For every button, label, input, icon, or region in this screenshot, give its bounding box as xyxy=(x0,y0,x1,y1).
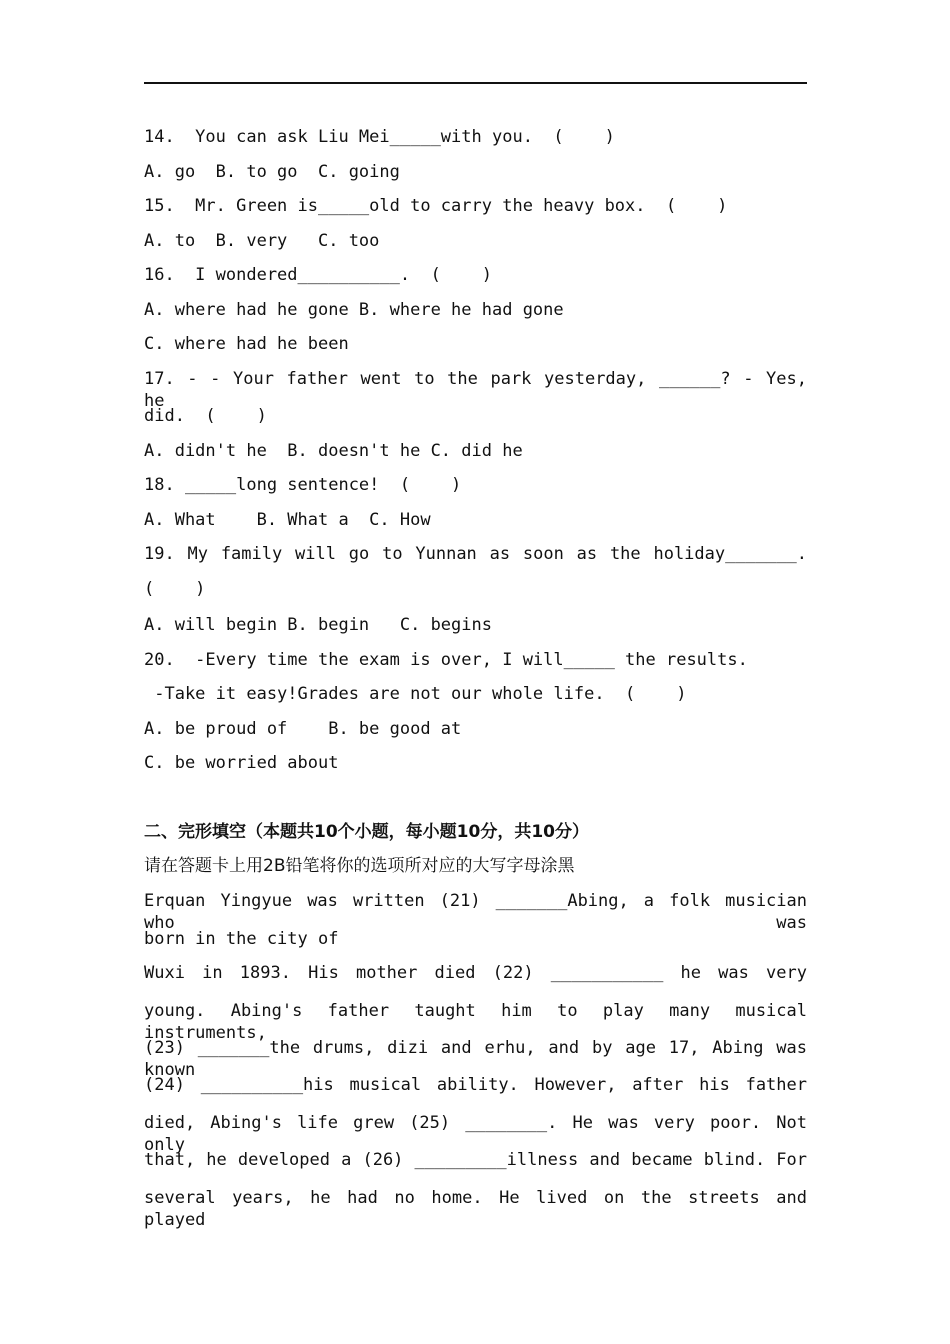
passage-line-2: born in the city of xyxy=(144,929,339,949)
options-15: A. to B. very C. too xyxy=(144,231,380,251)
passage-line-1: Erquan Yingyue was written (21) _______Abing, a folk musician who was xyxy=(144,891,807,933)
question-17-line1: 17. - - Your father went to the park yesterday, ______? - Yes, he xyxy=(144,369,807,411)
passage-line-8: that, he developed a (26) _________illness and became blind. For xyxy=(144,1150,807,1170)
options-16-c: C. where had he been xyxy=(144,334,349,354)
options-16-ab: A. where had he gone B. where he had gone xyxy=(144,300,564,320)
options-18: A. What B. What a C. How xyxy=(144,510,431,530)
question-20-line1: 20. -Every time the exam is over, I will_____ the results. xyxy=(144,650,748,670)
header-rule xyxy=(144,82,807,84)
section-title: 二、完形填空（本题共10个小题，每小题10分，共10分） xyxy=(144,822,589,842)
options-17: A. didn't he B. doesn't he C. did he xyxy=(144,441,523,461)
question-17-line2: did. ( ) xyxy=(144,406,267,426)
passage-line-6: (24) __________his musical ability. However, after his father xyxy=(144,1075,807,1095)
passage-line-3: Wuxi in 1893. His mother died (22) ___________ he was very xyxy=(144,963,807,983)
question-19-line1: 19. My family will go to Yunnan as soon as the holiday_______. xyxy=(144,544,807,564)
question-18: 18. _____long sentence! ( ) xyxy=(144,475,462,495)
question-19-line2: ( ) xyxy=(144,579,206,599)
options-19: A. will begin B. begin C. begins xyxy=(144,615,492,635)
question-16: 16. I wondered__________. ( ) xyxy=(144,265,492,285)
passage-line-4: young. Abing's father taught him to play many musical instruments, xyxy=(144,1001,807,1043)
passage-line-9: several years, he had no home. He lived on the streets and played xyxy=(144,1188,807,1230)
instruction-text: 请在答题卡上用2B铅笔将你的选项所对应的大写字母涂黑 xyxy=(144,856,575,876)
options-20-c: C. be worried about xyxy=(144,753,339,773)
passage-line-7: died, Abing's life grew (25) ________. He was very poor. Not only xyxy=(144,1113,807,1155)
question-15: 15. Mr. Green is_____old to carry the heavy box. ( ) xyxy=(144,196,728,216)
question-20-line2: -Take it easy!Grades are not our whole life. ( ) xyxy=(144,684,687,704)
options-20-ab: A. be proud of B. be good at xyxy=(144,719,462,739)
question-14: 14. You can ask Liu Mei_____with you. ( ) xyxy=(144,127,615,147)
passage-line-5: (23) _______the drums, dizi and erhu, and by age 17, Abing was known xyxy=(144,1038,807,1080)
options-14: A. go B. to go C. going xyxy=(144,162,400,182)
